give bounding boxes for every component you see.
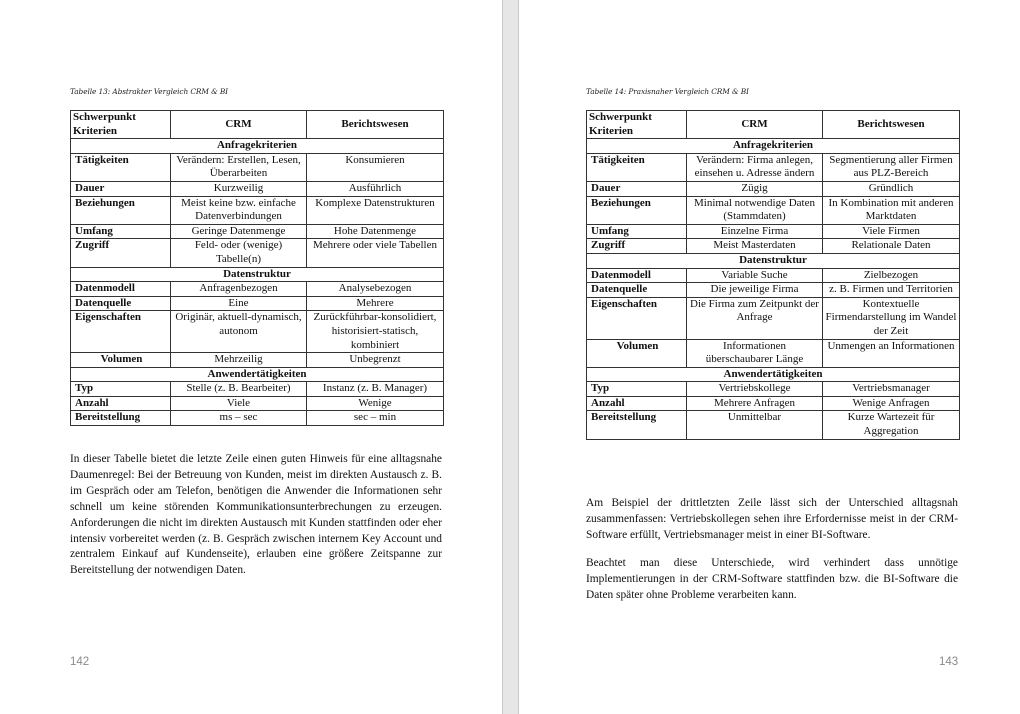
berichtswesen-cell: Mehrere	[307, 296, 444, 311]
table-caption-14: Tabelle 14: Praxisnaher Vergleich CRM & BI	[586, 87, 749, 96]
berichtswesen-cell: Viele Firmen	[823, 224, 960, 239]
criterion-label: Datenmodell	[587, 268, 687, 283]
criterion-label: Zugriff	[71, 239, 171, 267]
table-row	[587, 153, 960, 181]
criterion-label: Typ	[587, 382, 687, 397]
page-number-left: 142	[70, 656, 90, 668]
criterion-label: Eigenschaften	[587, 297, 687, 339]
table-row	[71, 181, 444, 196]
berichtswesen-cell: Relationale Daten	[823, 239, 960, 254]
berichtswesen-cell: Zurückführbar-konsolidiert, historisiert-statisch, kombiniert	[307, 311, 444, 353]
crm-cell: Minimal notwendige Daten (Stammdaten)	[687, 196, 823, 224]
crm-cell: Verändern: Firma anlegen, einsehen u. Adresse ändern	[687, 153, 823, 181]
table-row	[587, 339, 960, 367]
header-criteria: Schwerpunkt Kriterien	[71, 111, 171, 139]
crm-cell: ms – sec	[171, 411, 307, 426]
table-row	[587, 224, 960, 239]
table-row	[71, 153, 444, 181]
table-row	[587, 268, 960, 283]
table-row	[71, 396, 444, 411]
header-crm: CRM	[687, 111, 823, 139]
criterion-label: Dauer	[587, 181, 687, 196]
table-row	[71, 239, 444, 267]
berichtswesen-cell: Wenige Anfragen	[823, 396, 960, 411]
criterion-label: Umfang	[71, 224, 171, 239]
criterion-label: Anzahl	[587, 396, 687, 411]
header-criteria: Schwerpunkt Kriterien	[587, 111, 687, 139]
criterion-label: Umfang	[587, 224, 687, 239]
criterion-label: Volumen	[587, 339, 687, 367]
table-row	[587, 196, 960, 224]
crm-cell: Mehrzeilig	[171, 353, 307, 368]
table-row	[587, 239, 960, 254]
berichtswesen-cell: z. B. Firmen und Territorien	[823, 283, 960, 298]
crm-cell: Variable Suche	[687, 268, 823, 283]
table-row	[71, 311, 444, 353]
table-row	[587, 297, 960, 339]
criterion-label: Anzahl	[71, 396, 171, 411]
criterion-label: Beziehungen	[71, 196, 171, 224]
table-row	[587, 382, 960, 397]
berichtswesen-cell: Kontextuelle Firmendarstellung im Wandel der Zeit	[823, 297, 960, 339]
criterion-label: Tätigkeiten	[71, 153, 171, 181]
criterion-label: Typ	[71, 382, 171, 397]
berichtswesen-cell: Konsumieren	[307, 153, 444, 181]
body-paragraph-2: Beachtet man diese Unterschiede, wird verhindert dass unnötige Implementierungen in der CRM-Software stattfinden bzw. die BI-Software die Daten später ohne Probleme verarbeiten kann.	[586, 557, 958, 601]
crm-cell: Einzelne Firma	[687, 224, 823, 239]
body-paragraph-1: Am Beispiel der drittletzten Zeile lässt sich der Unterschied alltagsnah zusammenfassen: Vertriebskollegen sehen ihre Erfordernisse meist in der CRM-Software erfüllt, Vertriebsmanager meist in einer BI-Software.	[586, 497, 958, 541]
crm-cell: Geringe Datenmenge	[171, 224, 307, 239]
comparison-table-13	[70, 110, 444, 426]
criterion-label: Datenquelle	[587, 283, 687, 298]
berichtswesen-cell: Hohe Datenmenge	[307, 224, 444, 239]
berichtswesen-cell: Komplexe Datenstrukturen	[307, 196, 444, 224]
page-shadow-left	[502, 0, 503, 714]
section-heading: Anwendertätigkeiten	[71, 367, 444, 382]
section-heading: Anfragekriterien	[71, 139, 444, 154]
crm-cell: Stelle (z. B. Bearbeiter)	[171, 382, 307, 397]
crm-cell: Meist Masterdaten	[687, 239, 823, 254]
berichtswesen-cell: Unbegrenzt	[307, 353, 444, 368]
berichtswesen-cell: Wenige	[307, 396, 444, 411]
section-heading: Datenstruktur	[587, 253, 960, 268]
table-row	[71, 382, 444, 397]
section-row	[587, 253, 960, 268]
table-row	[71, 224, 444, 239]
crm-cell: Kurzweilig	[171, 181, 307, 196]
crm-cell: Mehrere Anfragen	[687, 396, 823, 411]
criterion-label: Zugriff	[587, 239, 687, 254]
berichtswesen-cell: Kurze Wartezeit für Aggregation	[823, 411, 960, 439]
berichtswesen-cell: Unmengen an Informationen	[823, 339, 960, 367]
crm-cell: Meist keine bzw. einfache Datenverbindungen	[171, 196, 307, 224]
table-header-row	[71, 111, 444, 139]
criterion-label: Datenmodell	[71, 282, 171, 297]
table-row	[587, 283, 960, 298]
table-row	[587, 411, 960, 439]
criterion-label: Beziehungen	[587, 196, 687, 224]
body-paragraph: In dieser Tabelle bietet die letzte Zeile einen guten Hinweis für eine alltagsnahe Daumenregel: Bei der Betreuung von Kunden, meist im direkten Austausch z. B. im Gespräch oder am Telefon, benötigen die Anwender die Informationen sehr schnell um keine störenden Kommunikationsunterbrechungen zu erzeugen. Anforderungen die nicht im direkten Austausch mit Kunden stattfinden oder eher intensiv vorbereitet werden (z. B. Gespräch zwischen internem Key Account und zentralem Einkauf auf Kundenseite), erlauben eine größere Zeitspanne zur Bereitstellung der notwendigen Daten.	[70, 453, 442, 577]
criterion-label: Datenquelle	[71, 296, 171, 311]
table-row	[71, 296, 444, 311]
section-row	[71, 367, 444, 382]
table-row	[587, 396, 960, 411]
table-row	[587, 181, 960, 196]
section-heading: Datenstruktur	[71, 267, 444, 282]
comparison-table-14	[586, 110, 960, 440]
section-row	[587, 367, 960, 382]
table-body	[587, 111, 960, 440]
table-body	[71, 111, 444, 426]
crm-cell: Zügig	[687, 181, 823, 196]
crm-cell: Verändern: Erstellen, Lesen, Überarbeiten	[171, 153, 307, 181]
table-row	[71, 353, 444, 368]
criterion-label: Bereitstellung	[71, 411, 171, 426]
crm-cell: Die Firma zum Zeitpunkt der Anfrage	[687, 297, 823, 339]
criterion-label: Tätigkeiten	[587, 153, 687, 181]
page-number-right: 143	[939, 656, 959, 668]
section-row	[71, 267, 444, 282]
crm-cell: Vertriebskollege	[687, 382, 823, 397]
berichtswesen-cell: Analysebezogen	[307, 282, 444, 297]
berichtswesen-cell: Instanz (z. B. Manager)	[307, 382, 444, 397]
crm-cell: Anfragenbezogen	[171, 282, 307, 297]
section-row	[71, 139, 444, 154]
table-row	[71, 196, 444, 224]
table-row	[71, 411, 444, 426]
crm-cell: Originär, aktuell-dynamisch, autonom	[171, 311, 307, 353]
berichtswesen-cell: Segmentierung aller Firmen aus PLZ-Bereich	[823, 153, 960, 181]
crm-cell: Feld- oder (wenige) Tabelle(n)	[171, 239, 307, 267]
crm-cell: Eine	[171, 296, 307, 311]
section-heading: Anfragekriterien	[587, 139, 960, 154]
section-row	[587, 139, 960, 154]
section-heading: Anwendertätigkeiten	[587, 367, 960, 382]
table-header-row	[587, 111, 960, 139]
page-shadow-right	[518, 0, 519, 714]
berichtswesen-cell: Gründlich	[823, 181, 960, 196]
table-row	[71, 282, 444, 297]
header-berichtswesen: Berichtswesen	[823, 111, 960, 139]
header-crm: CRM	[171, 111, 307, 139]
berichtswesen-cell: Mehrere oder viele Tabellen	[307, 239, 444, 267]
criterion-label: Dauer	[71, 181, 171, 196]
berichtswesen-cell: Ausführlich	[307, 181, 444, 196]
berichtswesen-cell: In Kombination mit anderen Marktdaten	[823, 196, 960, 224]
crm-cell: Die jeweilige Firma	[687, 283, 823, 298]
header-berichtswesen: Berichtswesen	[307, 111, 444, 139]
crm-cell: Informationen überschaubarer Länge	[687, 339, 823, 367]
crm-cell: Viele	[171, 396, 307, 411]
berichtswesen-cell: Vertriebsmanager	[823, 382, 960, 397]
crm-cell: Unmittelbar	[687, 411, 823, 439]
table-caption-13: Tabelle 13: Abstrakter Vergleich CRM & BI	[70, 87, 228, 96]
berichtswesen-cell: Zielbezogen	[823, 268, 960, 283]
criterion-label: Bereitstellung	[587, 411, 687, 439]
berichtswesen-cell: sec – min	[307, 411, 444, 426]
criterion-label: Volumen	[71, 353, 171, 368]
criterion-label: Eigenschaften	[71, 311, 171, 353]
